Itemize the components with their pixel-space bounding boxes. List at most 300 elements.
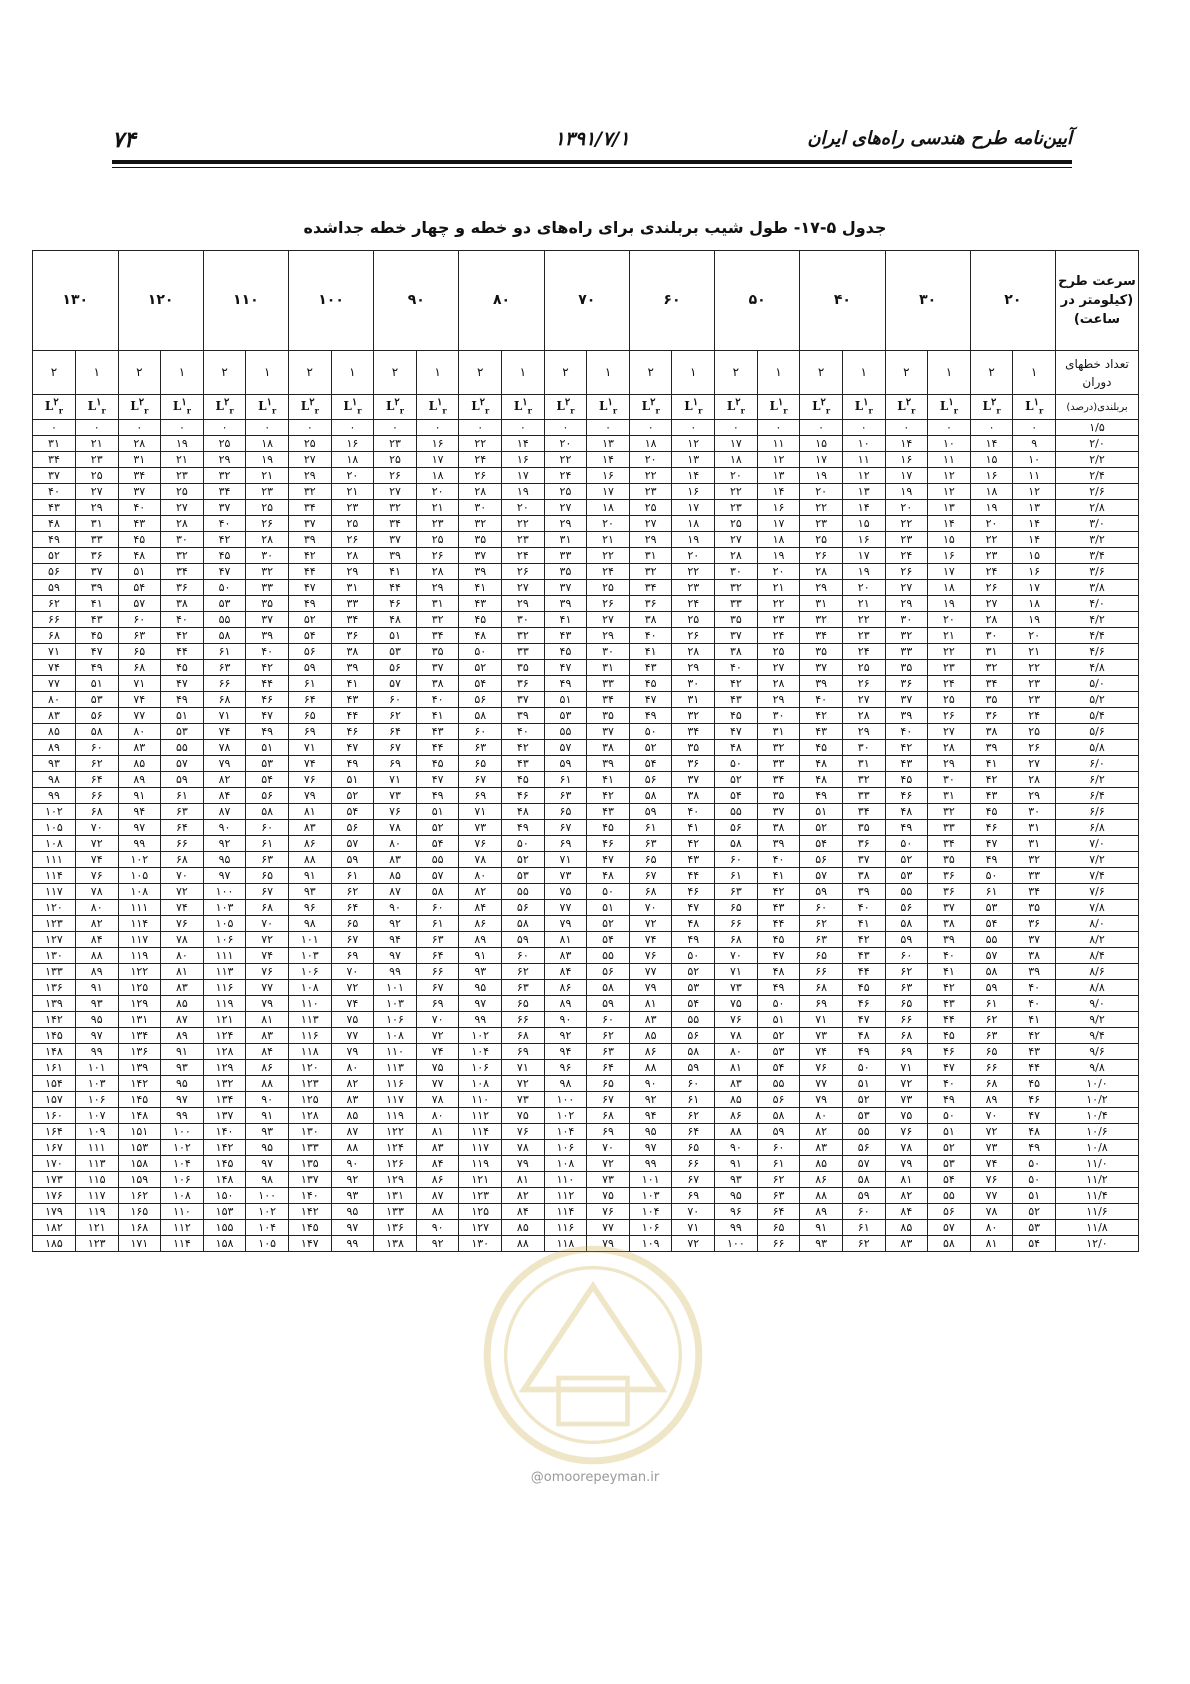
length-cell: ۱۲۲ — [374, 1124, 417, 1140]
length-cell: ۶۳ — [246, 852, 289, 868]
lr-subscript: r — [612, 405, 618, 416]
length-cell: ۷۱ — [203, 708, 246, 724]
length-cell: ۳۲ — [928, 804, 971, 820]
length-cell: ۶۹ — [672, 1188, 715, 1204]
table-row — [33, 1108, 1139, 1124]
length-cell: ۷۷ — [587, 1220, 630, 1236]
length-cell: ۱۳ — [842, 484, 885, 500]
length-cell: ۴۵ — [1013, 1076, 1056, 1092]
length-cell: ۳۰ — [970, 628, 1013, 644]
length-cell: ۳۶ — [502, 676, 545, 692]
length-cell: ۵۲ — [33, 548, 76, 564]
length-cell: ۵۹ — [970, 980, 1013, 996]
length-cell: ۱۹ — [757, 548, 800, 564]
length-cell: ۶۴ — [374, 724, 417, 740]
length-cell: ۵۰ — [757, 996, 800, 1012]
length-cell: ۶۴ — [288, 692, 331, 708]
length-cell: ۳۵ — [416, 644, 459, 660]
length-cell: ۱۲۵ — [459, 1204, 502, 1220]
length-cell: ۱۸ — [1013, 596, 1056, 612]
length-cell: ۷۶ — [246, 964, 289, 980]
lane-count: ۱ — [502, 351, 545, 395]
length-cell: ۱۲۸ — [288, 1108, 331, 1124]
length-cell: ۶۱ — [715, 868, 758, 884]
length-cell: ۲۵ — [629, 500, 672, 516]
length-cell: ۲۸ — [331, 548, 374, 564]
length-cell: ۴۹ — [672, 932, 715, 948]
length-cell: ۶۴ — [416, 948, 459, 964]
length-cell: ۴۷ — [331, 740, 374, 756]
grade-cell: ۸/۴ — [1055, 948, 1138, 964]
lane-count: ۲ — [33, 351, 76, 395]
length-cell: ۵۶ — [33, 564, 76, 580]
length-cell: ۳۲ — [416, 612, 459, 628]
length-cell: ۰ — [1013, 420, 1056, 436]
length-cell: ۴۳ — [118, 516, 161, 532]
length-cell: ۶۸ — [203, 692, 246, 708]
length-cell: ۱۲ — [928, 468, 971, 484]
length-cell: ۸۴ — [459, 900, 502, 916]
length-cell: ۱۴۰ — [203, 1124, 246, 1140]
speed-8: ۱۰۰ — [288, 251, 373, 351]
length-cell: ۷۷ — [629, 964, 672, 980]
length-cell: ۳۴ — [203, 484, 246, 500]
speed-3: ۵۰ — [715, 251, 800, 351]
length-cell: ۱۲ — [672, 436, 715, 452]
length-cell: ۳۸ — [629, 612, 672, 628]
lr-header-row — [33, 395, 1139, 420]
length-cell: ۳۷ — [587, 724, 630, 740]
length-cell: ۰ — [459, 420, 502, 436]
length-cell: ۵۸ — [629, 788, 672, 804]
length-cell: ۶۸ — [161, 852, 204, 868]
length-cell: ۳۵ — [885, 660, 928, 676]
length-cell: ۸۵ — [374, 868, 417, 884]
length-cell: ۴۹ — [544, 676, 587, 692]
length-cell: ۳۱ — [800, 596, 843, 612]
grade-cell: ۸/۰ — [1055, 916, 1138, 932]
lr-subscript: r — [527, 405, 532, 416]
length-cell: ۵۰ — [587, 884, 630, 900]
lane-count: ۲ — [970, 351, 1013, 395]
lane-count: ۱ — [1013, 351, 1056, 395]
length-cell: ۵۹ — [672, 1060, 715, 1076]
table-row — [33, 468, 1139, 484]
lr-letter: L — [641, 399, 651, 414]
length-cell: ۷۰ — [672, 1204, 715, 1220]
length-cell: ۷۴ — [416, 1044, 459, 1060]
length-cell: ۲۳ — [416, 516, 459, 532]
length-cell: ۲۶ — [1013, 740, 1056, 756]
length-cell: ۸۱ — [161, 964, 204, 980]
lr-letter: L — [684, 399, 693, 414]
length-cell: ۱۲۹ — [118, 996, 161, 1012]
length-cell: ۵۴ — [970, 916, 1013, 932]
length-cell: ۲۲ — [970, 532, 1013, 548]
length-cell: ۵۹ — [800, 884, 843, 900]
length-cell: ۳۲ — [203, 468, 246, 484]
length-cell: ۳۵ — [672, 740, 715, 756]
table-row — [33, 420, 1139, 436]
length-cell: ۸۶ — [544, 980, 587, 996]
length-cell: ۳۵ — [459, 532, 502, 548]
length-cell: ۳۸ — [331, 644, 374, 660]
length-cell: ۳۲ — [885, 628, 928, 644]
length-cell: ۵۸ — [246, 804, 289, 820]
length-cell: ۲۹ — [502, 596, 545, 612]
length-cell: ۴۸ — [374, 612, 417, 628]
length-cell: ۵۵ — [757, 1076, 800, 1092]
length-cell: ۲۹ — [757, 692, 800, 708]
length-cell: ۹۳ — [33, 756, 76, 772]
grade-cell: ۹/۰ — [1055, 996, 1138, 1012]
length-cell: ۳۴ — [970, 676, 1013, 692]
length-cell: ۷۴ — [75, 852, 118, 868]
length-cell: ۵۶ — [587, 964, 630, 980]
length-cell: ۸۸ — [331, 1140, 374, 1156]
length-cell: ۱۶۷ — [33, 1140, 76, 1156]
length-cell: ۱۴۲ — [203, 1140, 246, 1156]
length-cell: ۳۹ — [331, 660, 374, 676]
length-cell: ۴۱ — [587, 772, 630, 788]
length-cell: ۵۶ — [757, 1092, 800, 1108]
length-cell: ۵۶ — [246, 788, 289, 804]
length-cell: ۹۱ — [715, 1156, 758, 1172]
length-cell: ۷۵ — [587, 1188, 630, 1204]
length-cell: ۸۹ — [33, 740, 76, 756]
length-cell: ۳۸ — [587, 740, 630, 756]
length-cell: ۳۶ — [629, 596, 672, 612]
length-cell: ۴۷ — [1013, 1108, 1056, 1124]
length-cell: ۳۹ — [374, 548, 417, 564]
length-cell: ۳۹ — [75, 580, 118, 596]
speed-7: ۹۰ — [374, 251, 459, 351]
length-cell: ۶۰ — [502, 948, 545, 964]
length-cell: ۳۹ — [970, 740, 1013, 756]
length-cell: ۴۱ — [1013, 1012, 1056, 1028]
length-cell: ۲۵ — [800, 532, 843, 548]
length-cell: ۵۱ — [331, 772, 374, 788]
length-cell: ۷۳ — [715, 980, 758, 996]
length-cell: ۱۰۱ — [374, 980, 417, 996]
length-cell: ۲۷ — [587, 612, 630, 628]
length-cell: ۶۰ — [374, 692, 417, 708]
length-cell: ۶۳ — [502, 980, 545, 996]
length-cell: ۰ — [416, 420, 459, 436]
length-cell: ۳۱ — [1013, 836, 1056, 852]
length-cell: ۴۵ — [928, 1028, 971, 1044]
length-cell: ۰ — [118, 420, 161, 436]
length-cell: ۸۷ — [161, 1012, 204, 1028]
lr-superscript: ۱ — [522, 397, 528, 409]
length-cell: ۴۰ — [629, 628, 672, 644]
length-cell: ۴۶ — [246, 692, 289, 708]
table-row — [33, 1156, 1139, 1172]
table-row — [33, 436, 1139, 452]
length-cell: ۲۹ — [544, 516, 587, 532]
length-cell: ۷۲ — [970, 1124, 1013, 1140]
length-cell: ۲۶ — [800, 548, 843, 564]
length-cell: ۸۳ — [629, 1012, 672, 1028]
length-cell: ۴۶ — [970, 820, 1013, 836]
length-cell: ۲۸ — [842, 708, 885, 724]
length-cell: ۴۸ — [459, 628, 502, 644]
length-cell: ۳۲ — [757, 740, 800, 756]
length-cell: ۷۶ — [587, 1204, 630, 1220]
length-cell: ۱۰۰ — [715, 1236, 758, 1252]
length-cell: ۸۵ — [161, 996, 204, 1012]
lr-letter: L — [87, 399, 97, 414]
length-cell: ۷۴ — [800, 1044, 843, 1060]
length-cell: ۰ — [502, 420, 545, 436]
length-cell: ۳۳ — [1013, 868, 1056, 884]
length-cell: ۷۰ — [970, 1108, 1013, 1124]
length-cell: ۱۰۶ — [203, 932, 246, 948]
length-cell: ۵۸ — [928, 1236, 971, 1252]
length-cell: ۴۱ — [970, 756, 1013, 772]
length-cell: ۸۰ — [459, 868, 502, 884]
length-cell: ۲۷ — [928, 724, 971, 740]
length-cell: ۹۰ — [629, 1076, 672, 1092]
length-cell: ۱۳۶ — [374, 1220, 417, 1236]
length-cell: ۱۳۳ — [33, 964, 76, 980]
length-cell: ۴۶ — [842, 996, 885, 1012]
length-cell: ۳۳ — [331, 596, 374, 612]
length-cell: ۹۵ — [161, 1076, 204, 1092]
length-cell: ۸۶ — [800, 1172, 843, 1188]
length-cell: ۹۴ — [374, 932, 417, 948]
lr-superscript: ۱ — [863, 397, 869, 409]
length-cell: ۸۲ — [885, 1188, 928, 1204]
length-cell: ۸۸ — [715, 1124, 758, 1140]
length-cell: ۴۰ — [757, 852, 800, 868]
length-cell: ۵۸ — [885, 916, 928, 932]
length-cell: ۷۳ — [374, 788, 417, 804]
speed-6: ۸۰ — [459, 251, 544, 351]
length-cell: ۱۷ — [416, 452, 459, 468]
length-cell: ۶۷ — [416, 980, 459, 996]
length-cell: ۷۱ — [33, 644, 76, 660]
length-cell: ۷۶ — [970, 1172, 1013, 1188]
grade-cell: ۳/۴ — [1055, 548, 1138, 564]
length-cell: ۸۱ — [246, 1012, 289, 1028]
length-cell: ۱۳ — [757, 468, 800, 484]
length-cell: ۱۱۲ — [161, 1220, 204, 1236]
length-cell: ۱۰۸ — [118, 884, 161, 900]
length-cell: ۷۹ — [246, 996, 289, 1012]
length-cell: ۸۱ — [629, 996, 672, 1012]
length-cell: ۶۴ — [587, 1060, 630, 1076]
lr-letter: L — [599, 399, 608, 414]
length-cell: ۶۶ — [715, 916, 758, 932]
length-cell: ۲۳ — [161, 468, 204, 484]
length-cell: ۳۹ — [587, 756, 630, 772]
lr-symbol — [331, 395, 374, 420]
length-cell: ۳۰ — [246, 548, 289, 564]
grade-cell: ۴/۴ — [1055, 628, 1138, 644]
speed-2: ۴۰ — [800, 251, 885, 351]
length-cell: ۴۵ — [970, 804, 1013, 820]
length-cell: ۲۴ — [928, 676, 971, 692]
lr-subscript: r — [58, 405, 63, 416]
lr-symbol — [970, 395, 1013, 420]
length-cell: ۱۸ — [672, 516, 715, 532]
length-cell: ۶۹ — [288, 724, 331, 740]
length-cell: ۱۸ — [246, 436, 289, 452]
length-cell: ۵۶ — [459, 692, 502, 708]
length-cell: ۲۹ — [928, 756, 971, 772]
length-cell: ۰ — [587, 420, 630, 436]
length-cell: ۹۱ — [75, 980, 118, 996]
length-cell: ۱۸ — [629, 436, 672, 452]
length-cell: ۵۵ — [928, 1188, 971, 1204]
length-cell: ۲۰ — [970, 516, 1013, 532]
length-cell: ۴۲ — [288, 548, 331, 564]
length-cell: ۱۰۸ — [33, 836, 76, 852]
length-cell: ۱۳ — [672, 452, 715, 468]
length-cell: ۸۴ — [502, 1204, 545, 1220]
length-cell: ۳۲ — [246, 564, 289, 580]
length-cell: ۲۹ — [885, 596, 928, 612]
length-cell: ۸۲ — [75, 916, 118, 932]
length-cell: ۳۰ — [161, 532, 204, 548]
length-cell: ۱۳ — [1013, 500, 1056, 516]
length-cell: ۲۶ — [885, 564, 928, 580]
length-cell: ۹۱ — [288, 868, 331, 884]
lr-subscript: r — [271, 405, 277, 416]
length-cell: ۵۱ — [1013, 1188, 1056, 1204]
length-cell: ۳۸ — [842, 868, 885, 884]
length-cell: ۴۵ — [885, 772, 928, 788]
grade-cell: ۱۰/۰ — [1055, 1076, 1138, 1092]
length-cell: ۷۳ — [544, 868, 587, 884]
grade-cell: ۲/۸ — [1055, 500, 1138, 516]
length-cell: ۳۱ — [416, 596, 459, 612]
length-cell: ۲۳ — [842, 628, 885, 644]
length-cell: ۱۰۶ — [288, 964, 331, 980]
length-cell: ۷۹ — [800, 1092, 843, 1108]
length-cell: ۴۹ — [757, 980, 800, 996]
length-cell: ۵۲ — [459, 660, 502, 676]
length-cell: ۲۳ — [928, 660, 971, 676]
length-cell: ۱۸ — [970, 484, 1013, 500]
lane-count: ۱ — [842, 351, 885, 395]
length-cell: ۷۸ — [885, 1140, 928, 1156]
length-cell: ۶۳ — [629, 836, 672, 852]
length-cell: ۶۲ — [374, 708, 417, 724]
length-cell: ۶۱ — [970, 996, 1013, 1012]
length-cell: ۹۲ — [374, 916, 417, 932]
length-cell: ۱۱۲ — [459, 1108, 502, 1124]
length-cell: ۱۰۶ — [374, 1012, 417, 1028]
length-cell: ۶۶ — [161, 836, 204, 852]
length-cell: ۱۰۶ — [459, 1060, 502, 1076]
length-cell: ۸۵ — [715, 1092, 758, 1108]
length-cell: ۳۹ — [246, 628, 289, 644]
length-cell: ۶۶ — [672, 1156, 715, 1172]
length-cell: ۱۲ — [757, 452, 800, 468]
length-cell: ۹۹ — [118, 836, 161, 852]
length-cell: ۳۱ — [1013, 820, 1056, 836]
speed-1: ۳۰ — [885, 251, 970, 351]
length-cell: ۴۳ — [1013, 1044, 1056, 1060]
lr-letter: L — [44, 399, 54, 414]
length-cell: ۳۵ — [246, 596, 289, 612]
length-cell: ۳۱ — [629, 548, 672, 564]
grade-cell: ۸/۲ — [1055, 932, 1138, 948]
length-cell: ۱۰۶ — [544, 1140, 587, 1156]
lr-symbol — [118, 395, 161, 420]
length-cell: ۶۹ — [544, 836, 587, 852]
length-cell: ۷۸ — [203, 740, 246, 756]
length-cell: ۵۰ — [885, 836, 928, 852]
length-cell: ۴۴ — [374, 580, 417, 596]
length-cell: ۴۳ — [928, 996, 971, 1012]
length-cell: ۵۰ — [502, 836, 545, 852]
length-cell: ۴۳ — [331, 692, 374, 708]
length-cell: ۲۴ — [970, 564, 1013, 580]
length-cell: ۱۴۵ — [118, 1092, 161, 1108]
length-cell: ۱۰ — [928, 436, 971, 452]
length-cell: ۸۲ — [331, 1076, 374, 1092]
length-cell: ۳۲ — [1013, 852, 1056, 868]
length-cell: ۶۶ — [203, 676, 246, 692]
length-cell: ۲۲ — [800, 500, 843, 516]
lane-count: ۱ — [246, 351, 289, 395]
length-cell: ۴۶ — [587, 836, 630, 852]
length-cell: ۳۸ — [970, 724, 1013, 740]
length-cell: ۱۵۳ — [203, 1204, 246, 1220]
length-cell: ۴۳ — [459, 596, 502, 612]
length-cell: ۴۷ — [544, 660, 587, 676]
length-cell: ۵۱ — [544, 692, 587, 708]
length-cell: ۱۹ — [246, 452, 289, 468]
grade-cell: ۹/۲ — [1055, 1012, 1138, 1028]
length-cell: ۶۵ — [331, 916, 374, 932]
speed-10: ۱۲۰ — [118, 251, 203, 351]
length-cell: ۶۲ — [757, 1172, 800, 1188]
lr-symbol — [587, 395, 630, 420]
length-cell: ۶۰ — [757, 1140, 800, 1156]
lr-superscript: ۱ — [777, 397, 784, 409]
length-cell: ۱۱۷ — [33, 884, 76, 900]
grade-cell: ۶/۰ — [1055, 756, 1138, 772]
lr-superscript: ۱ — [1033, 397, 1039, 409]
length-cell: ۹۷ — [75, 1028, 118, 1044]
length-cell: ۴۴ — [161, 644, 204, 660]
length-cell: ۳۷ — [928, 900, 971, 916]
length-cell: ۱۱۶ — [374, 1076, 417, 1092]
length-cell: ۳۴ — [1013, 884, 1056, 900]
length-cell: ۱۰۹ — [629, 1236, 672, 1252]
length-cell: ۲۴ — [1013, 708, 1056, 724]
speed-label: سرعت طرح (کیلومتر در ساعت) — [1055, 251, 1138, 351]
length-cell: ۵۰ — [928, 1108, 971, 1124]
lr-symbol — [246, 395, 289, 420]
length-cell: ۱۹ — [161, 436, 204, 452]
lr-letter: L — [471, 399, 480, 414]
lr-superscript: ۲ — [479, 397, 486, 409]
length-cell: ۹۹ — [715, 1220, 758, 1236]
length-cell: ۳۷ — [459, 548, 502, 564]
length-cell: ۳۳ — [885, 644, 928, 660]
length-cell: ۲۷ — [374, 484, 417, 500]
length-cell: ۸۵ — [118, 756, 161, 772]
length-cell: ۵۶ — [928, 1204, 971, 1220]
lr-subscript: r — [1038, 405, 1044, 416]
length-cell: ۲۸ — [757, 676, 800, 692]
length-cell: ۲۰ — [672, 548, 715, 564]
